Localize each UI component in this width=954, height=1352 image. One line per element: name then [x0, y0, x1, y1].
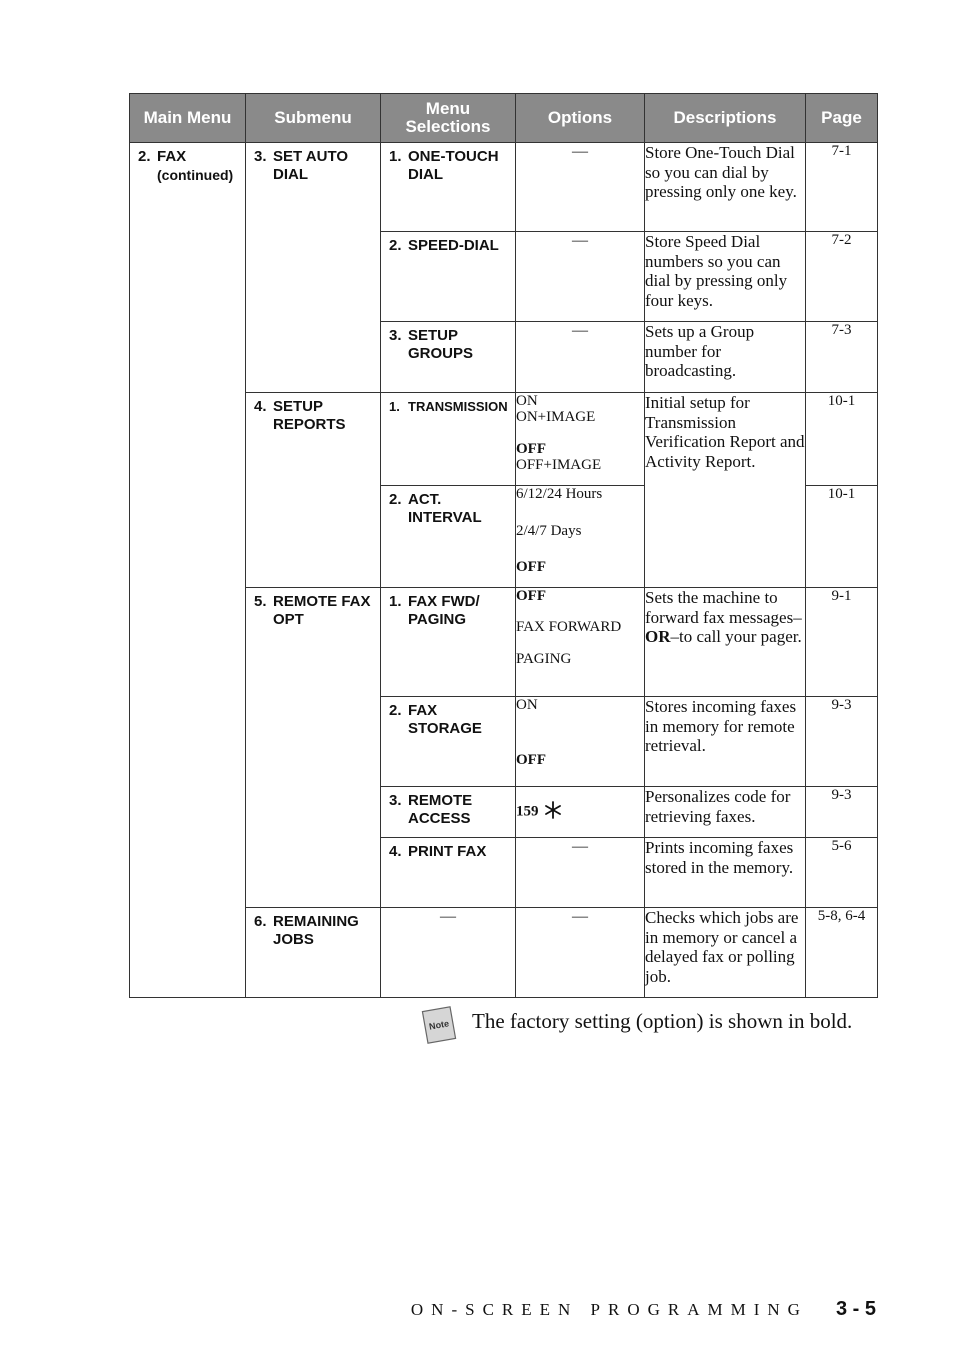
option-value: OFF+IMAGE [516, 457, 602, 473]
selection-cell: 2. FAX STORAGE [381, 697, 516, 787]
selection-cell: 1. ONE-TOUCH DIAL [381, 143, 516, 232]
option-value-default: OFF [516, 588, 546, 604]
submenu-cell: 3. SET AUTO DIAL [246, 143, 381, 393]
selection-cell: 1. FAX FWD/ PAGING [381, 588, 516, 697]
menu-table [129, 93, 878, 998]
selection-label: FAX FWD/ PAGING [408, 593, 480, 628]
page-number: 3 - 5 [835, 1298, 876, 1320]
option-value: FAX FORWARD [516, 619, 622, 635]
selection-cell: — [381, 908, 516, 998]
selection-label: ACT. INTERVAL [408, 491, 482, 526]
selection-label: SPEED-DIAL [408, 237, 499, 254]
description-cell: Checks which jobs are in memory or cancel a delayed fax or polling job. [645, 908, 806, 998]
page-cell: 9-1 [806, 588, 878, 697]
description-cell: Prints incoming faxes stored in the memory. [645, 838, 806, 908]
submenu-label: REMOTE FAX OPT [273, 593, 371, 628]
page-cell: 5-8, 6-4 [806, 908, 878, 998]
submenu-cell: 6. REMAINING JOBS [246, 908, 381, 998]
description-cell: Sets up a Group number for broadcasting. [645, 322, 806, 393]
options-cell: — [516, 838, 645, 908]
header-options: Options [516, 94, 645, 143]
page-cell: 10-1 [806, 486, 878, 588]
page-cell: 9-3 [806, 697, 878, 787]
page-cell: 10-1 [806, 393, 878, 486]
description-cell: Sets the machine to forward fax messages–OR–to call your pager. [645, 588, 806, 697]
options-cell [516, 393, 645, 486]
note-icon [420, 1005, 458, 1045]
page-cell: 9-3 [806, 787, 878, 838]
option-value: ON+IMAGE [516, 409, 596, 425]
page-cell: 7-3 [806, 322, 878, 393]
header-page: Page [806, 94, 878, 143]
option-value-default: OFF [516, 752, 546, 768]
selection-cell: 3. SETUP GROUPS [381, 322, 516, 393]
option-value: 6/12/24 Hours [516, 486, 603, 502]
selection-cell: 4. PRINT FAX [381, 838, 516, 908]
option-code: 159 [516, 803, 539, 820]
selection-label: PRINT FAX [408, 843, 487, 860]
option-value: ON [516, 697, 538, 713]
header-main-menu: Main Menu [130, 94, 246, 143]
options-cell: — [516, 232, 645, 322]
description-cell: Store One-Touch Dial so you can dial by pressing only one key. [645, 143, 806, 232]
page-cell: 5-6 [806, 838, 878, 908]
main-menu-cell: 2. FAX (continued) [130, 143, 246, 998]
submenu-cell: 5. REMOTE FAX OPT [246, 588, 381, 908]
description-cell: Initial setup for Transmission Verification Report and Activity Report. [645, 393, 806, 588]
note [420, 1005, 852, 1045]
selection-cell: 2. SPEED-DIAL [381, 232, 516, 322]
submenu-cell: 4. SETUP REPORTS [246, 393, 381, 588]
option-value-default: OFF [516, 559, 546, 575]
header-descriptions: Descriptions [645, 94, 806, 143]
description-cell: Store Speed Dial numbers so you can dial by pressing only four keys. [645, 232, 806, 322]
header-submenu: Submenu [246, 94, 381, 143]
selection-cell: 3. REMOTE ACCESS [381, 787, 516, 838]
selection-label: ONE-TOUCH DIAL [408, 148, 499, 183]
selection-label: REMOTE ACCESS [408, 792, 473, 827]
submenu-label: SETUP REPORTS [273, 398, 346, 433]
options-cell: — [516, 908, 645, 998]
header-menu-selections: Menu Selections [381, 94, 516, 143]
options-cell: — [516, 322, 645, 393]
page-cell: 7-2 [806, 232, 878, 322]
main-menu-sub: (continued) [157, 167, 234, 183]
selection-cell: 1. TRANSMISSION [381, 393, 516, 486]
main-menu-label: FAX [157, 148, 187, 165]
selection-label: SETUP GROUPS [408, 327, 474, 362]
selection-label: TRANSMISSION [408, 399, 508, 414]
page-footer [411, 1298, 876, 1321]
note-icon-label: Note [428, 1018, 450, 1032]
description-cell: Personalizes code for retrieving faxes. [645, 787, 806, 838]
option-value: PAGING [516, 651, 572, 667]
option-value: ON [516, 393, 538, 409]
options-cell: — [516, 143, 645, 232]
footer-title: ON-SCREEN PROGRAMMING [410, 1300, 808, 1319]
asterisk-icon [544, 801, 562, 823]
submenu-label: SET AUTO DIAL [273, 148, 349, 183]
note-text: The factory setting (option) is shown in bold. [472, 1008, 853, 1033]
options-cell [516, 486, 645, 588]
description-cell: Stores incoming faxes in memory for remote retrieval. [645, 697, 806, 787]
selection-label: FAX STORAGE [408, 702, 482, 737]
header-row [130, 94, 878, 143]
submenu-label: REMAINING JOBS [273, 913, 359, 948]
options-cell [516, 588, 645, 697]
option-value: 2/4/7 Days [516, 523, 582, 539]
selection-cell: 2. ACT. INTERVAL [381, 486, 516, 588]
page-cell: 7-1 [806, 143, 878, 232]
options-cell [516, 697, 645, 787]
option-value-default: OFF [516, 441, 546, 457]
options-cell [516, 787, 645, 838]
table-row [130, 143, 878, 232]
